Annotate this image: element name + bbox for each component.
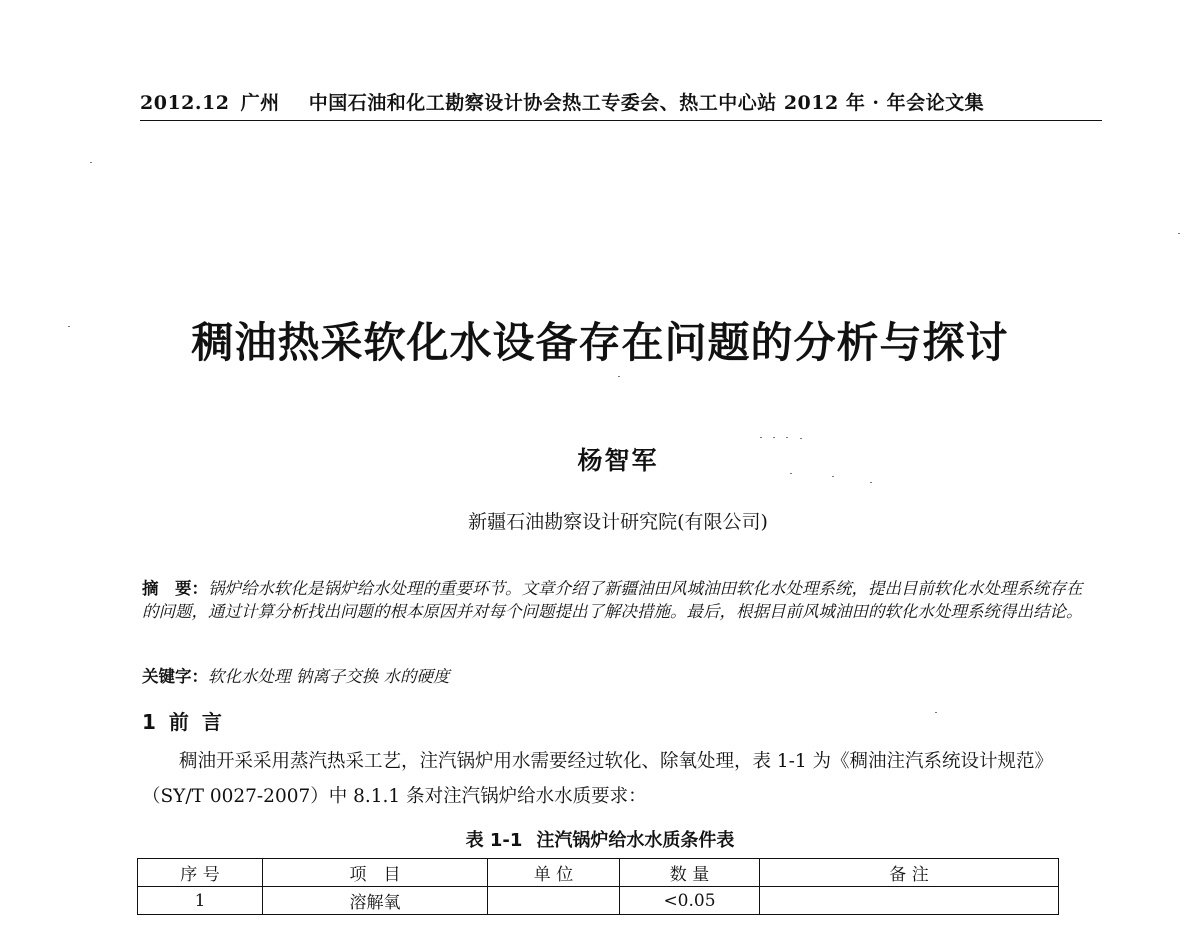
table-cell <box>488 887 620 915</box>
keywords <box>142 663 1097 687</box>
section-heading: 1 前 言 <box>142 710 225 734</box>
keywords-text: 软化水处理 钠离子交换 水的硬度 <box>208 667 450 686</box>
section-paragraph: 稠油开采采用蒸汽热采工艺，注汽锅炉用水需要经过软化、除氧处理，表 1-1 为《稠油注汽系统设计规范》（SY/T 0027-2007）中 8.1.1 条对注汽锅炉给水水质要求： <box>142 751 1054 807</box>
col-header-remarks: 备 注 <box>760 859 1059 887</box>
abstract <box>142 577 1097 623</box>
table-caption <box>0 826 1200 852</box>
table-row <box>138 887 1059 915</box>
header-place: 广州 <box>240 92 280 114</box>
col-header-index: 序 号 <box>138 859 263 887</box>
col-header-item: 项 目 <box>263 859 488 887</box>
running-header <box>140 88 1102 115</box>
abstract-label: 摘 要： <box>142 579 208 598</box>
table-caption-text: 注汽锅炉给水水质条件表 <box>536 830 735 851</box>
table-cell: 溶解氧 <box>263 887 488 915</box>
header-rule <box>140 120 1102 121</box>
col-header-unit: 单 位 <box>488 859 620 887</box>
header-date: 2012.12 <box>140 92 230 114</box>
table-header-row <box>138 859 1059 887</box>
abstract-text: 锅炉给水软化是锅炉给水处理的重要环节。文章介绍了新疆油田风城油田软化水处理系统，提出目前软化水处理系统存在的问题，通过计算分析找出问题的根本原因并对每个问题提出了解决措施。最后，根据目前风城油田的软化水处理系统得出结论。 <box>142 579 1083 621</box>
col-header-quantity: 数 量 <box>620 859 760 887</box>
paper-title: 稠油热采软化水设备存在问题的分析与探讨 <box>191 318 1009 367</box>
header-proceedings: 中国石油和化工勘察设计协会热工专委会、热工中心站 2012 年 · 年会论文集 <box>308 92 985 114</box>
table-cell: <0.05 <box>620 887 760 915</box>
author-name: 杨智军 <box>577 446 659 475</box>
keywords-label: 关键字： <box>142 667 208 686</box>
table-cell <box>760 887 1059 915</box>
water-quality-table <box>137 858 1059 915</box>
author-affiliation: 新疆石油勘察设计研究院(有限公司) <box>468 511 768 533</box>
table-cell: 1 <box>138 887 263 915</box>
table-number: 表 1-1 <box>465 830 523 851</box>
